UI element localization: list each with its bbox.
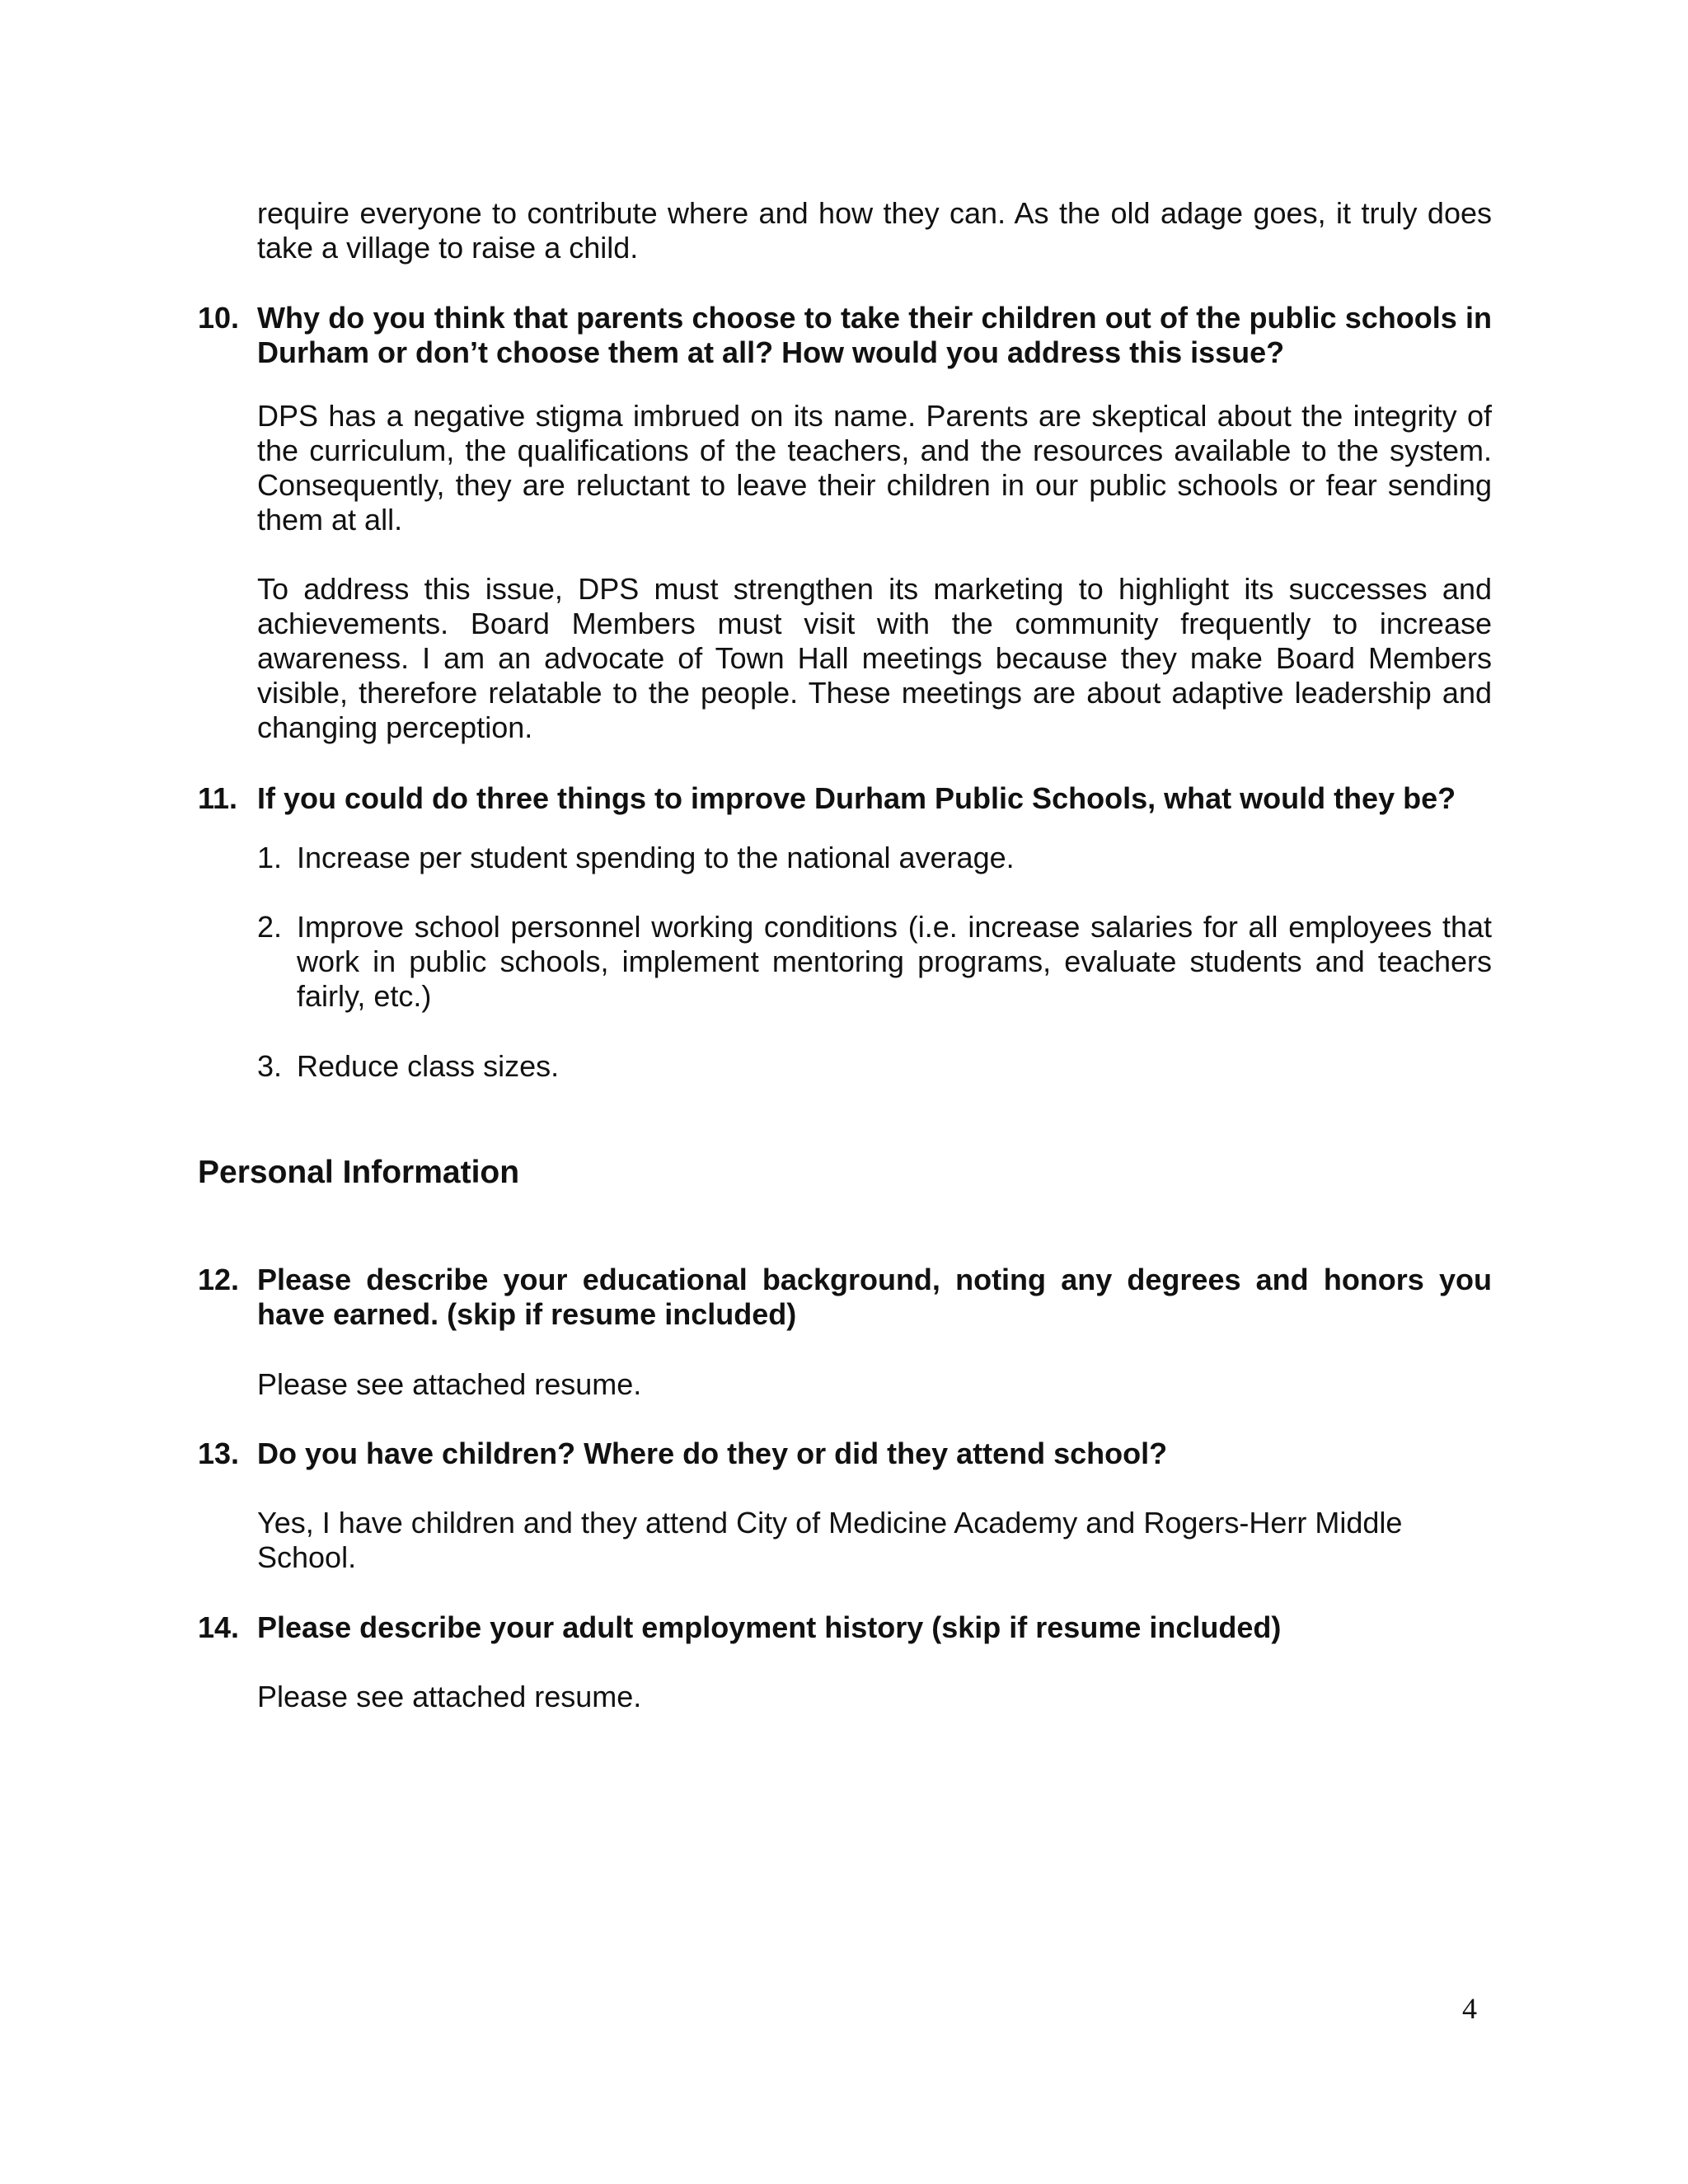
question-12 bbox=[198, 1263, 1492, 1332]
list-item bbox=[257, 841, 1492, 875]
question-text: If you could do three things to improve Durham Public Schools, what would they be? bbox=[257, 781, 1456, 815]
intro-paragraph: require everyone to contribute where and how they can. As the old adage goes, it truly does take a village to raise a child. bbox=[257, 196, 1492, 265]
list-item-text: Reduce class sizes. bbox=[297, 1049, 560, 1083]
list-item bbox=[257, 1049, 1492, 1084]
question-text: Do you have children? Where do they or did they attend school? bbox=[257, 1436, 1168, 1470]
section-heading: Personal Information bbox=[198, 1155, 520, 1190]
question-10 bbox=[198, 301, 1492, 370]
question-number: 11. bbox=[198, 781, 238, 815]
question-14 bbox=[198, 1610, 1492, 1645]
list-item-number: 3. bbox=[257, 1049, 283, 1083]
question-text: Please describe your educational background, noting any degrees and honors you have earned. (skip if resume included) bbox=[257, 1263, 1492, 1331]
list-item-text: Increase per student spending to the national average. bbox=[297, 841, 1015, 874]
answer-10-paragraph-1: DPS has a negative stigma imbrued on its name. Parents are skeptical about the integrity of the curriculum, the qualifications of the teachers, and the resources available to the system. Consequently, they are reluctant to leave their children in our public schools or fear sending them at all. bbox=[257, 399, 1492, 537]
question-number: 13. bbox=[198, 1436, 240, 1470]
question-11 bbox=[198, 781, 1492, 816]
answer-12: Please see attached resume. bbox=[257, 1367, 642, 1401]
question-number: 12. bbox=[198, 1263, 240, 1296]
question-number: 10. bbox=[198, 301, 240, 335]
list-item-text: Improve school personnel working conditions (i.e. increase salaries for all employees that work in public schools, implement mentoring programs, evaluate students and teachers fairly, etc.) bbox=[297, 910, 1492, 1013]
question-text: Please describe your adult employment history (skip if resume included) bbox=[257, 1610, 1282, 1644]
answer-14: Please see attached resume. bbox=[257, 1680, 642, 1713]
question-number: 14. bbox=[198, 1610, 240, 1644]
question-text: Why do you think that parents choose to take their children out of the public schools in Durham or don’t choose them at all? How would you address this issue? bbox=[257, 301, 1492, 369]
list-item-number: 1. bbox=[257, 841, 283, 874]
page-number: 4 bbox=[1462, 1992, 1477, 2025]
list-item bbox=[257, 910, 1492, 1014]
answer-10-paragraph-2: To address this issue, DPS must strengthen its marketing to highlight its successes and achievements. Board Members must visit with the community frequently to increase awareness. I am an advocate of Town Hall meetings because they make Board Members visible, therefore relatable to the people. These meetings are about adaptive leadership and changing perception. bbox=[257, 572, 1492, 744]
question-13 bbox=[198, 1436, 1492, 1471]
list-item-number: 2. bbox=[257, 910, 283, 944]
answer-13: Yes, I have children and they attend City of Medicine Academy and Rogers-Herr Middle School. bbox=[257, 1506, 1403, 1574]
